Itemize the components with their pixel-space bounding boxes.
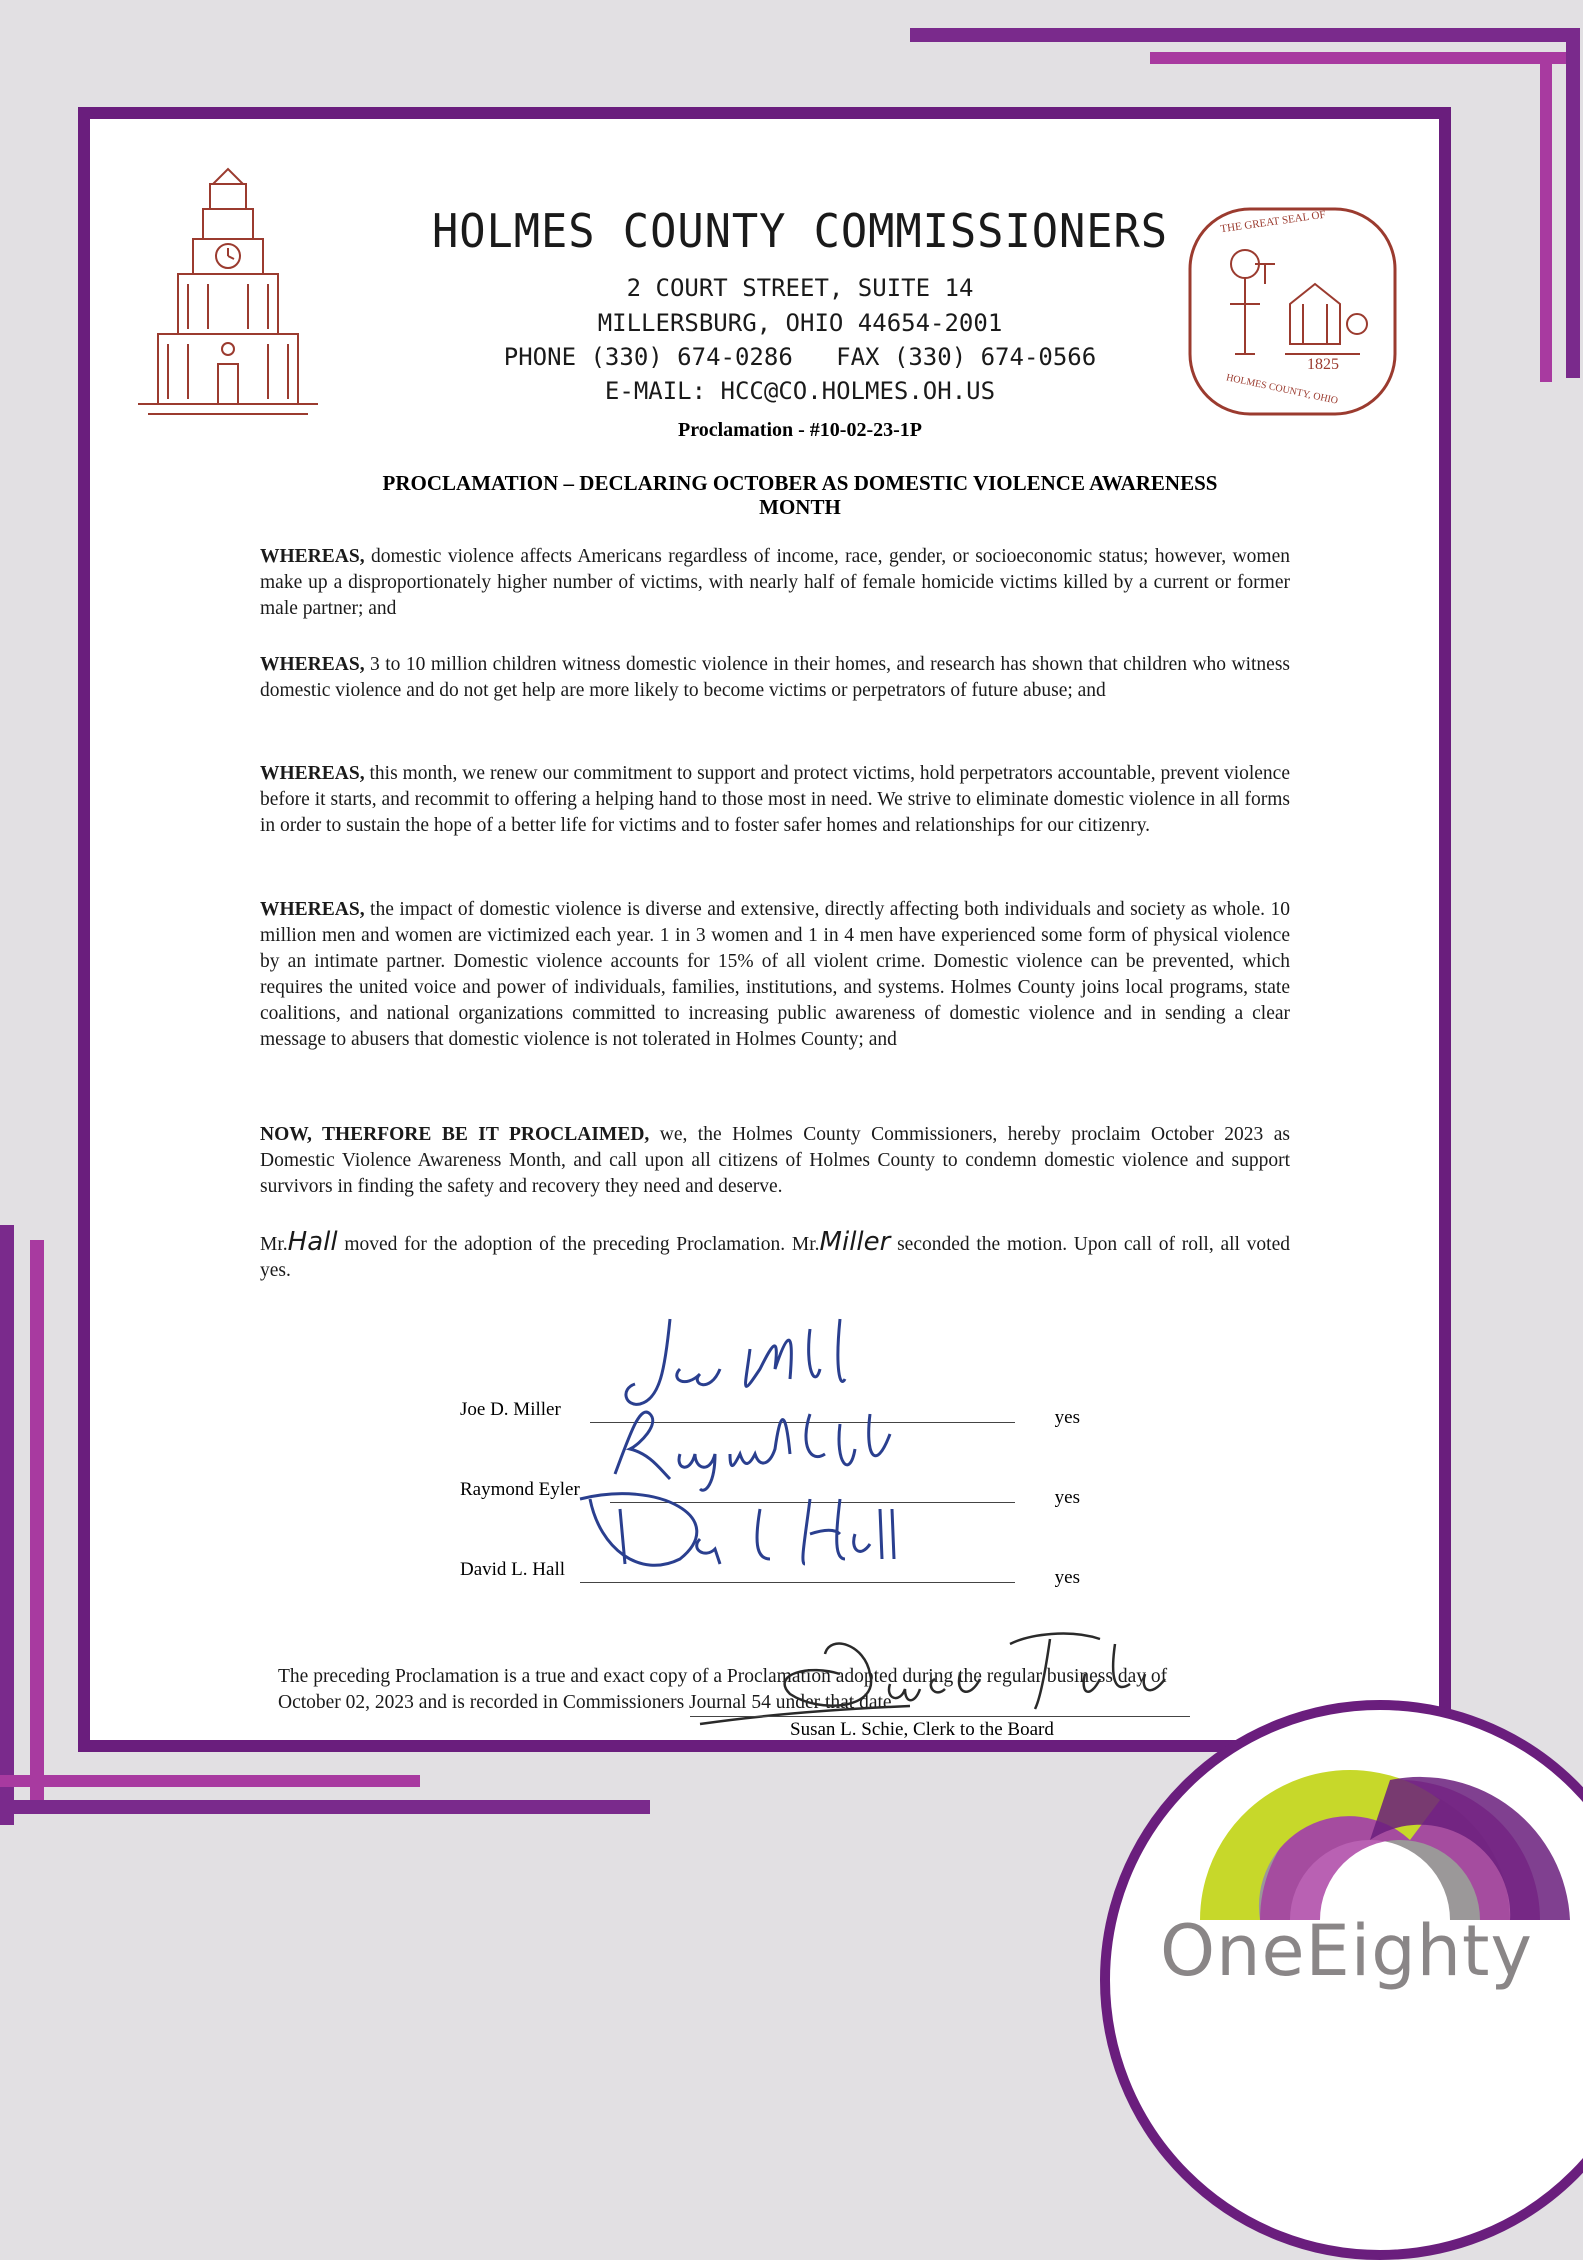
paragraph-text: this month, we renew our commitment to support and protect victims, hold perpetrators accountable, prevent violence before it starts, and recommit to offering a helping hand to those most in need. We strive to eliminate domestic violence in all forms in order to sustain the hope of a better life for victims and to foster safer homes and relationships for our citizenry. [260,763,1290,836]
seconder-handwritten: Miller [819,1227,891,1257]
motion-middle: moved for the adoption of the preceding Proclamation. Mr. [337,1234,820,1255]
certification-text: The preceding Proclamation is a true and exact copy of a Proclamation adopted during the regular business day of October 02, 2023 and is recorded in Commissioners Journal 54 under that date. [278,1666,1168,1713]
paragraph-text: the impact of domestic violence is diverse and extensive, directly affecting both individuals and society as whole. 10 million men and women are victimized each year. 1 in 3 women and 1 in 4 men have experienced some form of physical violence by an intimate partner. Domestic violence accounts for 15% of all violent crime. Domestic violence can be prevented, which requires the united voice and power of individuals, families, institutions, and systems. Holmes County joins local programs, state coalitions, and national organizations committed to increasing public awareness of domestic violence and in sending a clear message to abusers that domestic violence is not tolerated in Holmes County; and [260,899,1290,1050]
corner-bar-right-1 [1566,28,1580,378]
vote-row-hall [460,1529,1160,1589]
whereas-paragraph [260,761,1290,839]
corner-bar-bottom-1 [0,1800,650,1814]
email: E-MAIL: HCC@CO.HOLMES.OH.US [604,377,996,405]
corner-bar-bottom-2 [0,1775,420,1787]
paragraph-text: domestic violence affects Americans regardless of income, race, gender, or socioeconomic status; however, women make up a disproportionately higher number of victims, with nearly half of female homicide victims killed by a current or former male partner; and [260,546,1290,619]
paragraph-lead: WHEREAS, [260,763,365,784]
voter-name: David L. Hall [460,1559,566,1580]
corner-bar-left-1 [0,1225,14,1825]
paragraph-text: 3 to 10 million children witness domestic violence in their homes, and research has shown that children who witness domestic violence and do not get help are more likely to become victims or perpetrators of future abuse; and [260,654,1290,701]
voter-name: Joe D. Miller [460,1399,561,1420]
oneeighty-logo [1100,1700,1583,2260]
proclaimed-paragraph [260,1122,1290,1200]
signature-line [580,1582,1015,1583]
seal-top-text: THE GREAT SEAL OF [1219,208,1327,236]
clerk-name: Susan L. Schie, Clerk to the Board [790,1719,1054,1740]
address-line-2: MILLERSBURG, OHIO 44654-2001 [597,309,1003,337]
vote-value: yes [1054,1567,1080,1588]
proclamation-title [260,471,1340,519]
paragraph-lead: WHEREAS, [260,654,365,675]
seal-bottom-text: HOLMES COUNTY, OHIO [1225,372,1339,407]
clerk-line [690,1716,1190,1717]
voter-name: Raymond Eyler [460,1479,580,1500]
motion-suffix: seconded the motion. Upon call of roll, all voted yes. [260,1234,1290,1281]
whereas-paragraph [260,652,1290,704]
paragraph-text: we, the Holmes County Commissioners, hereby proclaim October 2023 as Domestic Violence Awareness Month, and call upon all citizens of Holmes County to condemn domestic violence and support survivors in finding the safety and recovery they need and deserve. [260,1124,1290,1197]
title-line-1: PROCLAMATION – DECLARING OCTOBER AS DOMESTIC VIOLENCE AWARENESS [382,471,1218,495]
signature-david-hall [560,1479,900,1579]
courthouse-illustration [128,164,328,424]
title-line-2: MONTH [759,495,841,519]
seal-year: 1825 [1307,356,1339,373]
proclamation-document [78,107,1451,1752]
paragraph-lead: WHEREAS, [260,899,365,920]
motion-text [260,1229,1290,1284]
logo-text: OneEighty [1160,1910,1533,1992]
corner-bar-top-2 [1150,52,1580,64]
paragraph-lead: NOW, THERFORE BE IT PROCLAIMED, [260,1124,650,1145]
address-line-1: 2 COURT STREET, SUITE 14 [626,274,974,302]
vote-value: yes [1054,1407,1080,1428]
vote-value: yes [1054,1487,1080,1508]
whereas-paragraph [260,897,1290,1053]
corner-bar-top-1 [910,28,1580,42]
whereas-paragraph [260,544,1290,622]
county-seal [1185,204,1400,419]
corner-bar-left-2 [30,1240,44,1810]
corner-bar-right-2 [1540,52,1552,382]
org-name: HOLMES COUNTY COMMISSIONERS [431,204,1169,258]
paragraph-lead: WHEREAS, [260,546,365,567]
rainbow-arc-icon [1190,1740,1583,1930]
mover-handwritten: Hall [287,1227,338,1257]
phone-fax: PHONE (330) 674-0286 FAX (330) 674-0566 [503,343,1097,371]
motion-prefix: Mr. [260,1234,288,1255]
proclamation-number: Proclamation - #10-02-23-1P [677,419,923,441]
